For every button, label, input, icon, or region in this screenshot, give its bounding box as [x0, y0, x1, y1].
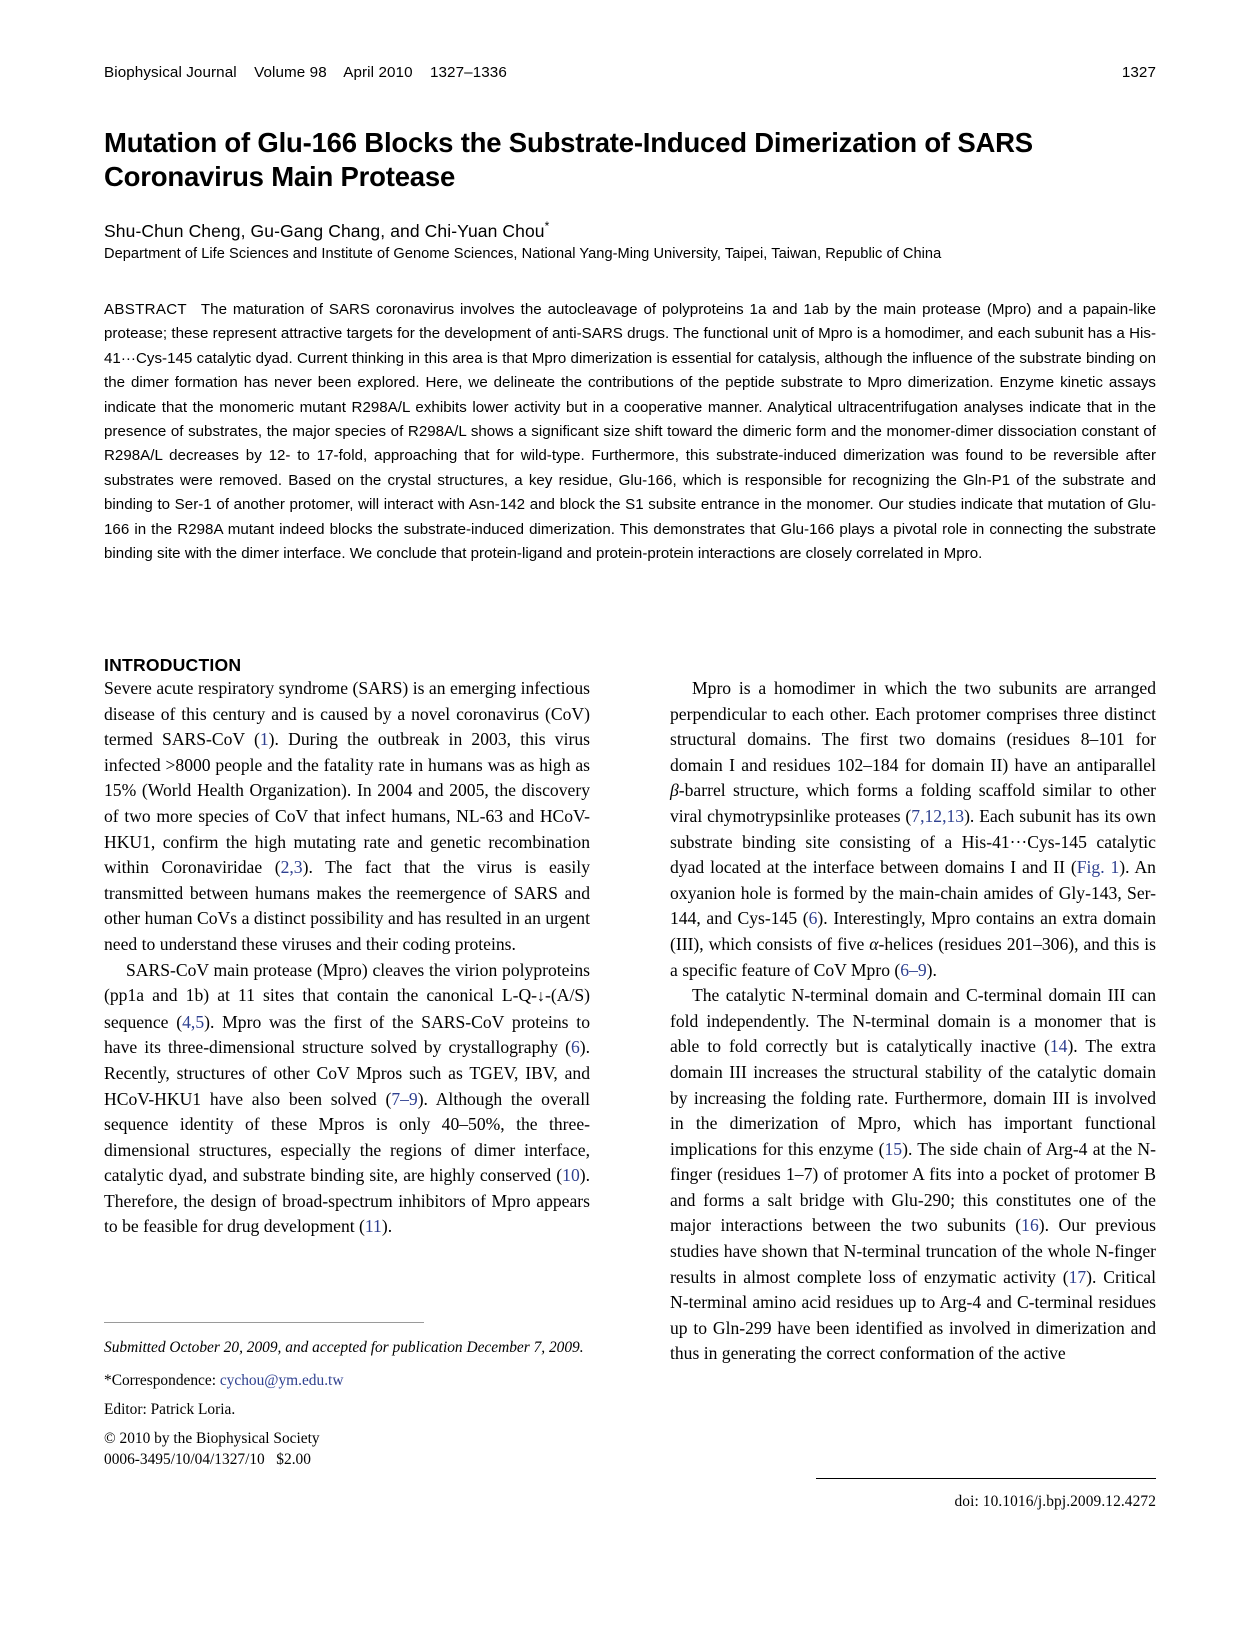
running-head [104, 64, 1156, 81]
text-run: -barrel structure, which forms a folding scaffold similar to other viral chymotrypsinlike proteases ( [670, 780, 1156, 826]
issue-date: April 2010 [343, 64, 413, 81]
text-run: ). Therefore, the design of broad-spectrum inhibitors of Mpro appears to be feasible for drug development ( [104, 1165, 590, 1237]
page-range: 1327–1336 [429, 64, 507, 81]
text-run: -helices (residues 201–306), and this is a specific feature of CoV Mpro ( [670, 933, 1156, 980]
text-run: Severe acute respiratory syndrome (SARS) is an emerging infectious disease of this century and is caused by a novel coronavirus (CoV) termed SARS-CoV ( [104, 678, 590, 750]
text-run: ). [381, 1216, 393, 1237]
citation-link[interactable]: 14 [1049, 1036, 1068, 1057]
correspondence-label: *Correspondence: [104, 1372, 216, 1389]
submitted-dates: Submitted October 20, 2009, and accepted for publication December 7, 2009. [104, 1339, 584, 1356]
abstract-text: The maturation of SARS coronavirus involves the autocleavage of polyproteins 1a and 1ab by the main protease (Mpro) and a papain-like protease; these represent attractive targets for the development of anti-SARS drugs. The functional unit of Mpro is a homodimer, and each subunit has a His-41···Cys-145 catalytic dyad. Current thinking in this area is that Mpro dimerization is essential for catalysis, although the influence of the substrate binding on the dimer formation has never been explored. Here, we delineate the contributions of the peptide substrate to Mpro dimerization. Enzyme kinetic assays indicate that the monomeric mutant R298A/L exhibits lower activity but in a cooperative manner. Analytical ultracentrifugation analyses indicate that in the presence of substrates, the major species of R298A/L shows a significant size shift toward the dimeric form and the monomer-dimer dissociation constant of R298A/L decreases by 12- to 17-fold, approaching that for wild-type. Furthermore, this substrate-induced dimerization was found to be reversible after substrates were removed. Based on the crystal structures, a key residue, Glu-166, which is responsible for recognizing the Gln-P1 of the substrate and binding to Ser-1 of another protomer, will interact with Asn-142 and block the S1 subsite entrance in the monomer. Our studies indicate that mutation of Glu-166 in the R298A mutant indeed blocks the substrate-induced dimerization. This demonstrates that Glu-166 plays a pivotal role in connecting the substrate binding site with the dimer interface. We conclude that protein-ligand and protein-protein interactions are closely correlated in Mpro. [104, 301, 1156, 563]
citation-link[interactable]: 7,12,13 [911, 805, 965, 826]
section-heading-introduction: INTRODUCTION [104, 654, 242, 675]
text-run: -(A/S) sequence ( [104, 985, 590, 1032]
paragraph-intro-4 [670, 983, 1156, 1367]
text-run: The catalytic N-terminal domain and C-terminal domain III can fold independently. The N-terminal domain is a monomer that is able to fold correctly but is catalytically inactive ( [670, 985, 1156, 1057]
editor-line: Editor: Patrick Loria. [104, 1401, 236, 1418]
author-names: Shu-Chun Cheng, Gu-Gang Chang, and Chi-Yuan Chou [104, 220, 545, 241]
text-run: ). [926, 959, 937, 980]
citation-link[interactable]: 4,5 [182, 1011, 205, 1032]
doi-text[interactable]: doi: 10.1016/j.bpj.2009.12.4272 [954, 1493, 1156, 1510]
price: $2.00 [276, 1451, 311, 1468]
footnote-divider [104, 1322, 424, 1323]
doi-block [670, 1478, 1156, 1511]
citation-link[interactable]: 1 [259, 729, 269, 750]
author-list [104, 219, 1156, 242]
alpha-symbol: α [869, 933, 879, 954]
text-run: ). Our previous studies have shown that N-terminal truncation of the whole N-finger results in almost complete loss of enzymatic activity ( [670, 1215, 1156, 1287]
page-number: 1327 [1121, 64, 1156, 81]
text-run: ). The side chain of Arg-4 at the N-finger (residues 1–7) of protomer A fits into a pocket of protomer B and forms a salt bridge with Glu-290; this constitutes one of the major interactions between the two subunits ( [670, 1138, 1156, 1236]
text-run: ). Critical N-terminal amino acid residues up to Arg-4 and C-terminal residues up to Gln-299 have been identified as involved in dimerization and thus in generating the correct conformation of the active [670, 1266, 1157, 1364]
abstract [104, 298, 1156, 566]
citation-link[interactable]: 6–9 [900, 959, 927, 980]
text-run: ). The fact that the virus is easily transmitted between humans makes the reemergence of SARS and other human CoVs a distinct possibility and has resulted in an urgent need to understand these viruses and their coding proteins. [104, 857, 590, 954]
beta-symbol: β [670, 780, 679, 801]
body-column-left [104, 676, 590, 1240]
corresponding-author-marker: * [544, 219, 550, 233]
text-run: ). During the outbreak in 2003, this virus infected >8000 people and the fatality rate in humans was as high as 15% (World Health Organization). In 2004 and 2005, the discovery of two more species of CoV that infect humans, NL-63 and HCoV-HKU1, confirm the high mutating rate and genetic recombination within Coronaviridae ( [104, 729, 590, 878]
text-run: ). Recently, structures of other CoV Mpros such as TGEV, IBV, and HCoV-HKU1 have also been solved ( [104, 1037, 590, 1109]
issn-code: 0006-3495/10/04/1327/10 [104, 1451, 265, 1468]
page-title: Mutation of Glu-166 Blocks the Substrate-Induced Dimerization of SARS Coronavirus Main Protease [104, 127, 1033, 193]
footnote-block [104, 1322, 590, 1470]
citation-link[interactable]: 16 [1021, 1215, 1039, 1236]
citation-link[interactable]: 6 [570, 1037, 580, 1058]
citation-link[interactable]: 7–9 [391, 1088, 418, 1109]
running-head-left [104, 64, 507, 81]
citation-link[interactable]: 10 [562, 1165, 580, 1186]
text-run: ). Mpro was the first of the SARS-CoV proteins to have its three-dimensional structure solved by crystallography ( [104, 1011, 590, 1058]
figure-link[interactable]: Fig. 1 [1076, 857, 1120, 878]
paragraph-intro-3 [670, 676, 1156, 983]
issn-line [104, 1449, 590, 1470]
correspondence-email-link[interactable]: cychou@ym.edu.tw [219, 1372, 344, 1389]
text-run: ). Interestingly, Mpro contains an extra domain (III), which consists of five [670, 908, 1157, 954]
correspondence-line [104, 1370, 590, 1391]
body-column-right [670, 676, 1156, 1367]
citation-link[interactable]: 2,3 [280, 857, 303, 878]
text-run: Mpro is a homodimer in which the two subunits are arranged perpendicular to each other. Each protomer comprises three distinct structural domains. The first two domains (residues 8–101 for domain I and residues 102–184 for domain II) have an antiparallel [670, 678, 1156, 775]
paragraph-intro-1 [104, 676, 590, 958]
doi-divider [816, 1478, 1156, 1479]
affiliation: Department of Life Sciences and Institute of Genome Sciences, National Yang-Ming University, Taipei, Taiwan, Republic of China [104, 246, 942, 262]
journal-name: Biophysical Journal [104, 64, 237, 81]
text-run: ). Each subunit has its own substrate binding site consisting of a His-41···Cys-145 catalytic dyad located at the interface between domains I and II ( [670, 805, 1156, 878]
cleavage-arrow-symbol: ↓ [537, 988, 546, 1006]
citation-link[interactable]: 17 [1068, 1266, 1087, 1287]
citation-link[interactable]: 6 [808, 908, 818, 929]
text-run: SARS-CoV main protease (Mpro) cleaves the virion polyproteins (pp1a and 1b) at 11 sites that contain the canonical L-Q- [104, 959, 590, 1006]
volume-label: Volume 98 [254, 64, 327, 81]
text-run: ). The extra domain III increases the structural stability of the catalytic domain by increasing the folding rate. Furthermore, domain III is involved in the dimerization of Mpro, which has important functional implications for this enzyme ( [670, 1036, 1156, 1159]
citation-link[interactable]: 15 [884, 1138, 903, 1159]
paragraph-intro-2 [104, 958, 590, 1241]
text-run: ). Although the overall sequence identity of these Mpros is only 40–50%, the three-dimensional structures, especially the regions of dimer interface, catalytic dyad, and substrate binding site, are highly conserved ( [104, 1088, 590, 1186]
text-run: ). An oxyanion hole is formed by the main-chain amides of Gly-143, Ser-144, and Cys-145 ( [670, 857, 1156, 929]
citation-link[interactable]: 11 [364, 1216, 382, 1237]
abstract-label: ABSTRACT [104, 301, 187, 318]
copyright-line: © 2010 by the Biophysical Society [104, 1430, 320, 1447]
